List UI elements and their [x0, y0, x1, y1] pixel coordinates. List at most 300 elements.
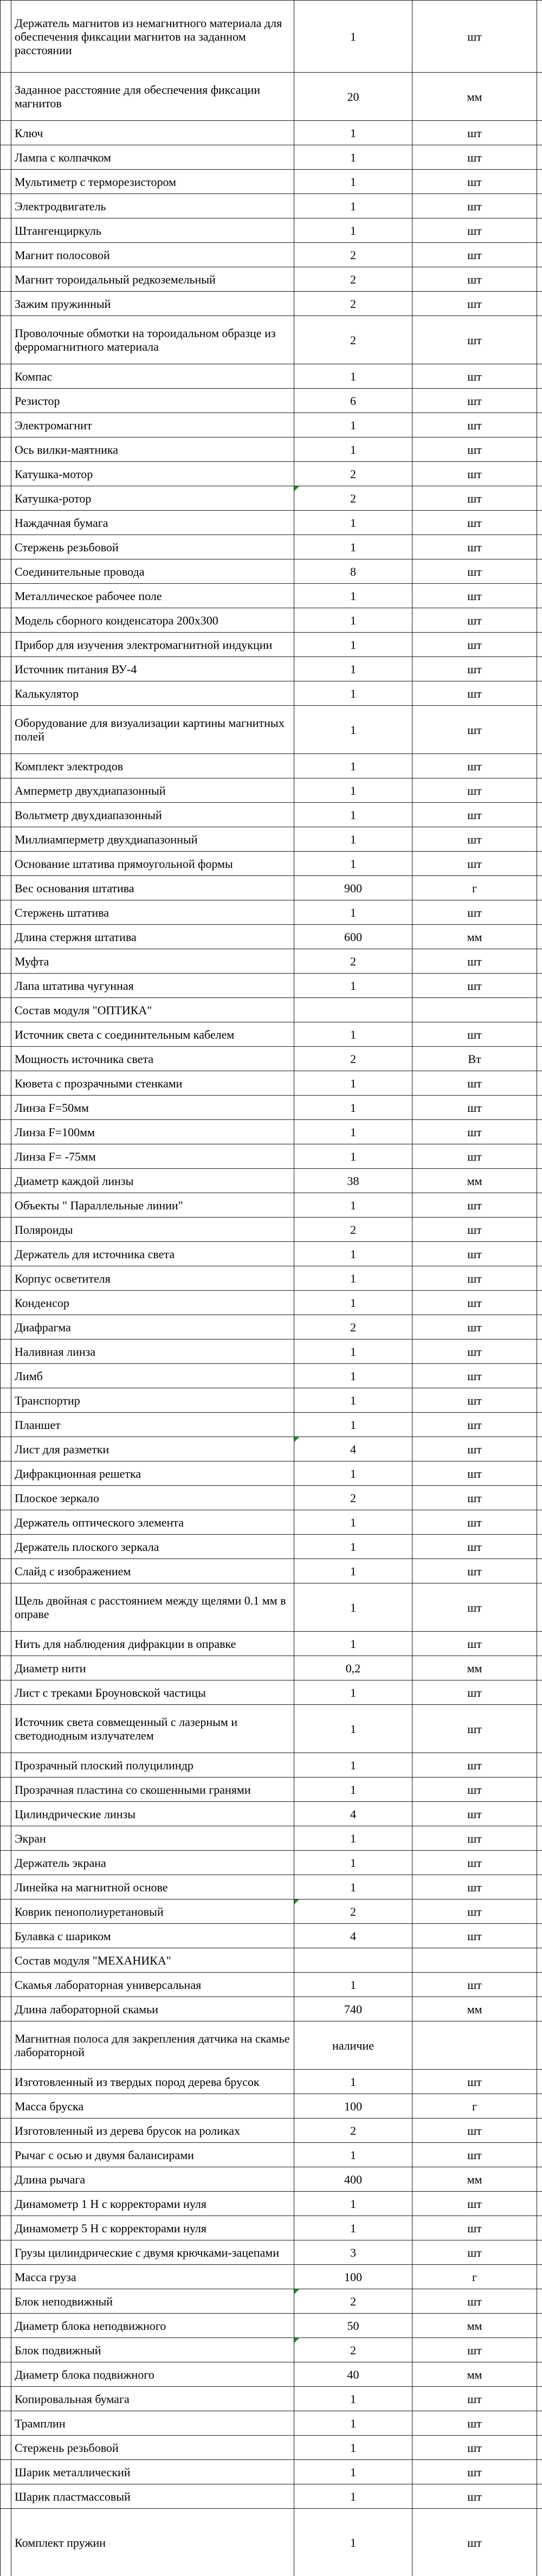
table-row	[1, 1047, 542, 1071]
row-edge-cell	[537, 1242, 542, 1266]
table-row	[1, 559, 542, 584]
item-name-cell: Комплект электродов	[11, 754, 294, 778]
item-name-cell: Грузы цилиндрические с двумя крючками-зацепами	[11, 2240, 294, 2265]
item-value-cell: 2	[294, 2338, 412, 2362]
row-edge-cell	[537, 535, 542, 559]
table-row	[1, 364, 542, 389]
item-unit-cell: шт	[412, 2216, 537, 2240]
table-row	[1, 1120, 542, 1144]
row-edge-cell	[537, 1680, 542, 1705]
row-margin-cell	[1, 876, 11, 900]
item-unit-cell: шт	[412, 121, 537, 145]
item-value-cell: 1	[294, 2143, 412, 2167]
table-row	[1, 121, 542, 145]
row-edge-cell	[537, 1022, 542, 1047]
row-edge-cell	[537, 1437, 542, 1461]
item-unit-cell: шт	[412, 267, 537, 292]
item-unit-cell: шт	[412, 170, 537, 194]
table-row	[1, 1802, 542, 1826]
table-row	[1, 827, 542, 852]
item-name-cell: Экран	[11, 1826, 294, 1851]
row-margin-cell	[1, 2509, 11, 2576]
item-unit-cell: шт	[412, 194, 537, 218]
item-unit-cell: мм	[412, 925, 537, 949]
item-value-cell	[294, 1948, 412, 1973]
item-name-cell: Масса бруска	[11, 2094, 294, 2118]
item-unit-cell: г	[412, 876, 537, 900]
item-value-cell: 1	[294, 1753, 412, 1778]
table-row	[1, 2143, 542, 2167]
table-row	[1, 998, 542, 1022]
corner-marker-icon	[294, 1437, 299, 1442]
item-value-cell: 900	[294, 876, 412, 900]
row-edge-cell	[537, 73, 542, 121]
row-margin-cell	[1, 194, 11, 218]
table-row	[1, 1242, 542, 1266]
table-row	[1, 1486, 542, 1510]
item-value-cell: 2	[294, 1218, 412, 1242]
row-margin-cell	[1, 1997, 11, 2021]
row-edge-cell	[537, 2338, 542, 2362]
item-unit-cell: шт	[412, 1266, 537, 1291]
row-edge-cell	[537, 1632, 542, 1656]
row-margin-cell	[1, 559, 11, 584]
table-row	[1, 194, 542, 218]
row-margin-cell	[1, 2216, 11, 2240]
item-name-cell: Соединительные провода	[11, 559, 294, 584]
item-value-cell: 1	[294, 1778, 412, 1802]
row-margin-cell	[1, 1948, 11, 1973]
item-value-cell: 1	[294, 1973, 412, 1997]
table-row	[1, 170, 542, 194]
table-row	[1, 1559, 542, 1583]
table-row	[1, 1973, 542, 1997]
item-value-cell: 1	[294, 413, 412, 437]
row-edge-cell	[537, 2240, 542, 2265]
row-margin-cell	[1, 2338, 11, 2362]
item-unit-cell: мм	[412, 73, 537, 121]
table-row	[1, 1218, 542, 1242]
row-margin-cell	[1, 1461, 11, 1486]
item-name-cell: Линейка на магнитной основе	[11, 1875, 294, 1899]
table-row	[1, 2338, 542, 2362]
item-unit-cell: шт	[412, 1510, 537, 1535]
item-value-cell: 1	[294, 974, 412, 998]
item-unit-cell: шт	[412, 511, 537, 535]
item-name-cell: Модель сборного конденсатора 200х300	[11, 608, 294, 633]
item-value-cell: 1	[294, 1632, 412, 1656]
item-unit-cell: шт	[412, 2436, 537, 2460]
table-row	[1, 267, 542, 292]
item-value-cell: 8	[294, 559, 412, 584]
row-edge-cell	[537, 1535, 542, 1559]
item-name-cell: Линза F=100мм	[11, 1120, 294, 1144]
item-name-cell: Лапа штатива чугунная	[11, 974, 294, 998]
item-value-cell: 1	[294, 1071, 412, 1096]
item-name-cell: Заданное расстояние для обеспечения фиксации магнитов	[11, 73, 294, 121]
row-edge-cell	[537, 925, 542, 949]
table-row	[1, 2216, 542, 2240]
table-row	[1, 218, 542, 243]
item-unit-cell: шт	[412, 657, 537, 681]
item-unit-cell: шт	[412, 389, 537, 413]
table-row	[1, 900, 542, 925]
table-row	[1, 2436, 542, 2460]
table-row	[1, 1826, 542, 1851]
item-name-cell: Наливная линза	[11, 1339, 294, 1364]
item-name-cell: Мультиметр с терморезистором	[11, 170, 294, 194]
item-value-cell: 1	[294, 2387, 412, 2411]
table-row	[1, 389, 542, 413]
item-value-cell: 1	[294, 584, 412, 608]
item-name-cell: Штангенциркуль	[11, 218, 294, 243]
item-name-cell: Булавка с шариком	[11, 1924, 294, 1948]
table-row	[1, 1315, 542, 1339]
item-name-cell: Проволочные обмотки на тороидальном образце из ферромагнитного материала	[11, 316, 294, 364]
item-value-cell: 1	[294, 608, 412, 633]
table-row	[1, 1997, 542, 2021]
row-margin-cell	[1, 316, 11, 364]
item-name-cell: Катушка-ротор	[11, 486, 294, 511]
row-edge-cell	[537, 1924, 542, 1948]
item-unit-cell: шт	[412, 1753, 537, 1778]
row-edge-cell	[537, 1851, 542, 1875]
row-edge-cell	[537, 1997, 542, 2021]
table-row	[1, 1535, 542, 1559]
item-name-cell: Кювета с прозрачными стенками	[11, 1071, 294, 1096]
row-margin-cell	[1, 900, 11, 925]
item-unit-cell: мм	[412, 2167, 537, 2192]
item-name-cell: Муфта	[11, 949, 294, 974]
item-unit-cell: шт	[412, 1705, 537, 1753]
row-edge-cell	[537, 2460, 542, 2484]
corner-marker-icon	[294, 1899, 299, 1904]
row-edge-cell	[537, 267, 542, 292]
item-value-cell: 1	[294, 633, 412, 657]
item-unit-cell: мм	[412, 2362, 537, 2387]
row-edge-cell	[537, 657, 542, 681]
item-name-cell: Рычаг с осью и двумя балансирами	[11, 2143, 294, 2167]
item-name-cell: Лист для разметки	[11, 1437, 294, 1461]
item-unit-cell: шт	[412, 2509, 537, 2576]
item-name-cell: Диаметр блока неподвижного	[11, 2314, 294, 2338]
item-name-cell: Металлическое рабочее поле	[11, 584, 294, 608]
row-margin-cell	[1, 2387, 11, 2411]
item-value-cell: 2	[294, 267, 412, 292]
table-row	[1, 1291, 542, 1315]
item-unit-cell: шт	[412, 681, 537, 706]
table-row	[1, 2289, 542, 2314]
item-name-cell: Ключ	[11, 121, 294, 145]
row-edge-cell	[537, 2362, 542, 2387]
item-name-cell: Скамья лабораторная универсальная	[11, 1973, 294, 1997]
item-value-cell: 2	[294, 486, 412, 511]
row-edge-cell	[537, 1461, 542, 1486]
item-unit-cell	[412, 1948, 537, 1973]
item-unit-cell: шт	[412, 974, 537, 998]
table-row	[1, 1022, 542, 1047]
row-margin-cell	[1, 1291, 11, 1315]
item-unit-cell: шт	[412, 1242, 537, 1266]
item-unit-cell: шт	[412, 900, 537, 925]
item-unit-cell: мм	[412, 1997, 537, 2021]
item-name-cell: Вес основания штатива	[11, 876, 294, 900]
item-name-cell: Объекты " Параллельные линии"	[11, 1193, 294, 1218]
row-margin-cell	[1, 1875, 11, 1899]
row-edge-cell	[537, 437, 542, 462]
table-row	[1, 243, 542, 267]
item-value-cell: 1	[294, 1242, 412, 1266]
item-value-cell: 1	[294, 827, 412, 852]
item-unit-cell: шт	[412, 2460, 537, 2484]
row-edge-cell	[537, 2436, 542, 2460]
item-unit-cell: шт	[412, 2143, 537, 2167]
table-row	[1, 1413, 542, 1437]
table-row	[1, 778, 542, 803]
row-edge-cell	[537, 2118, 542, 2143]
item-value-cell: 1	[294, 1388, 412, 1413]
item-unit-cell: шт	[412, 364, 537, 389]
item-unit-cell: шт	[412, 1, 537, 73]
item-name-cell: Планшет	[11, 1413, 294, 1437]
row-margin-cell	[1, 121, 11, 145]
row-margin-cell	[1, 778, 11, 803]
row-margin-cell	[1, 681, 11, 706]
item-unit-cell	[412, 998, 537, 1022]
row-margin-cell	[1, 1413, 11, 1437]
item-value-cell: 1	[294, 1461, 412, 1486]
row-margin-cell	[1, 1339, 11, 1364]
row-margin-cell	[1, 2484, 11, 2509]
item-name-cell: Стержень штатива	[11, 900, 294, 925]
row-edge-cell	[537, 1559, 542, 1583]
row-edge-cell	[537, 121, 542, 145]
item-name-cell: Прозрачная пластина со скошенными гранями	[11, 1778, 294, 1802]
item-value-cell: 1	[294, 1826, 412, 1851]
table-row	[1, 73, 542, 121]
item-name-cell: Источник света совмещенный с лазерным и светодиодным излучателем	[11, 1705, 294, 1753]
row-margin-cell	[1, 2021, 11, 2070]
item-unit-cell: шт	[412, 486, 537, 511]
table-row	[1, 2387, 542, 2411]
item-name-cell: Лампа с колпачком	[11, 145, 294, 170]
item-unit-cell: шт	[412, 559, 537, 584]
row-margin-cell	[1, 827, 11, 852]
row-edge-cell	[537, 1583, 542, 1632]
item-name-cell: Масса груза	[11, 2265, 294, 2289]
row-margin-cell	[1, 2143, 11, 2167]
row-margin-cell	[1, 1778, 11, 1802]
item-name-cell: Прибор для изучения электромагнитной индукции	[11, 633, 294, 657]
item-value-cell: 4	[294, 1924, 412, 1948]
item-unit-cell: шт	[412, 1388, 537, 1413]
row-margin-cell	[1, 413, 11, 437]
item-value-cell: 20	[294, 73, 412, 121]
item-value-cell: 4	[294, 1437, 412, 1461]
row-margin-cell	[1, 754, 11, 778]
item-unit-cell: шт	[412, 1851, 537, 1875]
item-value-cell: 1	[294, 1510, 412, 1535]
item-unit-cell: шт	[412, 827, 537, 852]
table-row	[1, 1071, 542, 1096]
item-name-cell: Щель двойная с расстоянием между щелями 0.1 мм в оправе	[11, 1583, 294, 1632]
row-edge-cell	[537, 827, 542, 852]
item-unit-cell: шт	[412, 1461, 537, 1486]
item-value-cell: 1	[294, 2192, 412, 2216]
item-unit-cell: шт	[412, 1875, 537, 1899]
item-unit-cell: шт	[412, 1144, 537, 1169]
row-edge-cell	[537, 974, 542, 998]
row-edge-cell	[537, 998, 542, 1022]
row-edge-cell	[537, 2216, 542, 2240]
item-value-cell: 2	[294, 1899, 412, 1924]
item-value-cell: 1	[294, 706, 412, 754]
row-margin-cell	[1, 1437, 11, 1461]
item-unit-cell: мм	[412, 1169, 537, 1193]
row-margin-cell	[1, 1851, 11, 1875]
item-name-cell: Ось вилки-маятника	[11, 437, 294, 462]
item-value-cell: 1	[294, 1875, 412, 1899]
row-edge-cell	[537, 1802, 542, 1826]
row-edge-cell	[537, 462, 542, 486]
item-name-cell: Дифракционная решетка	[11, 1461, 294, 1486]
row-edge-cell	[537, 1, 542, 73]
item-unit-cell: шт	[412, 1339, 537, 1364]
item-value-cell: 740	[294, 1997, 412, 2021]
row-edge-cell	[537, 2314, 542, 2338]
item-value-cell: 100	[294, 2265, 412, 2289]
row-margin-cell	[1, 1144, 11, 1169]
row-edge-cell	[537, 1193, 542, 1218]
corner-marker-icon	[294, 2289, 299, 2294]
table-row	[1, 1632, 542, 1656]
item-name-cell: Магнит тороидальный редкоземельный	[11, 267, 294, 292]
item-unit-cell: шт	[412, 292, 537, 316]
table-row	[1, 437, 542, 462]
item-name-cell: Лимб	[11, 1364, 294, 1388]
item-value-cell: 1	[294, 2484, 412, 2509]
table-row	[1, 852, 542, 876]
row-edge-cell	[537, 1339, 542, 1364]
row-margin-cell	[1, 486, 11, 511]
item-unit-cell: шт	[412, 1583, 537, 1632]
item-unit-cell: шт	[412, 2484, 537, 2509]
item-value-cell: 1	[294, 2070, 412, 2094]
item-name-cell: Компас	[11, 364, 294, 389]
row-edge-cell	[537, 633, 542, 657]
row-margin-cell	[1, 1315, 11, 1339]
table-row	[1, 1924, 542, 1948]
table-row	[1, 2021, 542, 2070]
item-unit-cell: шт	[412, 584, 537, 608]
table-row	[1, 1144, 542, 1169]
item-unit-cell: шт	[412, 1899, 537, 1924]
table-row	[1, 1948, 542, 1973]
table-row	[1, 2362, 542, 2387]
table-row	[1, 1, 542, 73]
item-value-cell: 1	[294, 1339, 412, 1364]
row-edge-cell	[537, 511, 542, 535]
row-margin-cell	[1, 1583, 11, 1632]
item-value-cell: 1	[294, 2436, 412, 2460]
item-unit-cell: г	[412, 2265, 537, 2289]
item-value-cell: 1	[294, 1413, 412, 1437]
item-name-cell: Диаметр нити	[11, 1656, 294, 1680]
row-margin-cell	[1, 1486, 11, 1510]
table-row	[1, 1510, 542, 1535]
row-edge-cell	[537, 2192, 542, 2216]
equipment-table-body	[1, 1, 542, 2576]
row-edge-cell	[537, 413, 542, 437]
item-value-cell: 38	[294, 1169, 412, 1193]
table-row	[1, 2070, 542, 2094]
row-edge-cell	[537, 2289, 542, 2314]
item-name-cell: Основание штатива прямоугольной формы	[11, 852, 294, 876]
table-row	[1, 876, 542, 900]
item-name-cell: Изготовленный из твердых пород дерева брусок	[11, 2070, 294, 2094]
item-value-cell: 1	[294, 1193, 412, 1218]
item-value-cell: 1	[294, 1680, 412, 1705]
row-margin-cell	[1, 1924, 11, 1948]
row-edge-cell	[537, 2265, 542, 2289]
item-name-cell: Магнит полосовой	[11, 243, 294, 267]
row-margin-cell	[1, 998, 11, 1022]
item-unit-cell: шт	[412, 2118, 537, 2143]
item-unit-cell: шт	[412, 1071, 537, 1096]
table-row	[1, 486, 542, 511]
item-value-cell: 1	[294, 364, 412, 389]
row-margin-cell	[1, 803, 11, 827]
item-unit-cell: шт	[412, 1218, 537, 1242]
table-row	[1, 925, 542, 949]
row-edge-cell	[537, 1899, 542, 1924]
item-value-cell: 2	[294, 949, 412, 974]
item-name-cell: Шарик пластмассовый	[11, 2484, 294, 2509]
item-unit-cell: шт	[412, 1802, 537, 1826]
table-row	[1, 633, 542, 657]
item-name-cell: Поляроиды	[11, 1218, 294, 1242]
item-name-cell: Слайд с изображением	[11, 1559, 294, 1583]
row-margin-cell	[1, 1364, 11, 1388]
row-edge-cell	[537, 194, 542, 218]
item-name-cell: Корпус осветителя	[11, 1266, 294, 1291]
item-name-cell: Комплект пружин	[11, 2509, 294, 2576]
corner-marker-icon	[294, 2338, 299, 2343]
row-margin-cell	[1, 1096, 11, 1120]
row-edge-cell	[537, 559, 542, 584]
item-unit-cell: шт	[412, 1973, 537, 1997]
row-edge-cell	[537, 486, 542, 511]
row-margin-cell	[1, 2070, 11, 2094]
item-name-cell: Диаметр блока подвижного	[11, 2362, 294, 2387]
row-edge-cell	[537, 389, 542, 413]
row-margin-cell	[1, 1242, 11, 1266]
row-edge-cell	[537, 2021, 542, 2070]
row-margin-cell	[1, 2460, 11, 2484]
row-edge-cell	[537, 1778, 542, 1802]
table-row	[1, 657, 542, 681]
item-name-cell: Источник света с соединительным кабелем	[11, 1022, 294, 1047]
row-margin-cell	[1, 1826, 11, 1851]
item-name-cell: Линза F= -75мм	[11, 1144, 294, 1169]
row-margin-cell	[1, 267, 11, 292]
row-edge-cell	[537, 316, 542, 364]
row-margin-cell	[1, 145, 11, 170]
table-row	[1, 2167, 542, 2192]
item-unit-cell: шт	[412, 1291, 537, 1315]
row-edge-cell	[537, 1705, 542, 1753]
row-edge-cell	[537, 1510, 542, 1535]
